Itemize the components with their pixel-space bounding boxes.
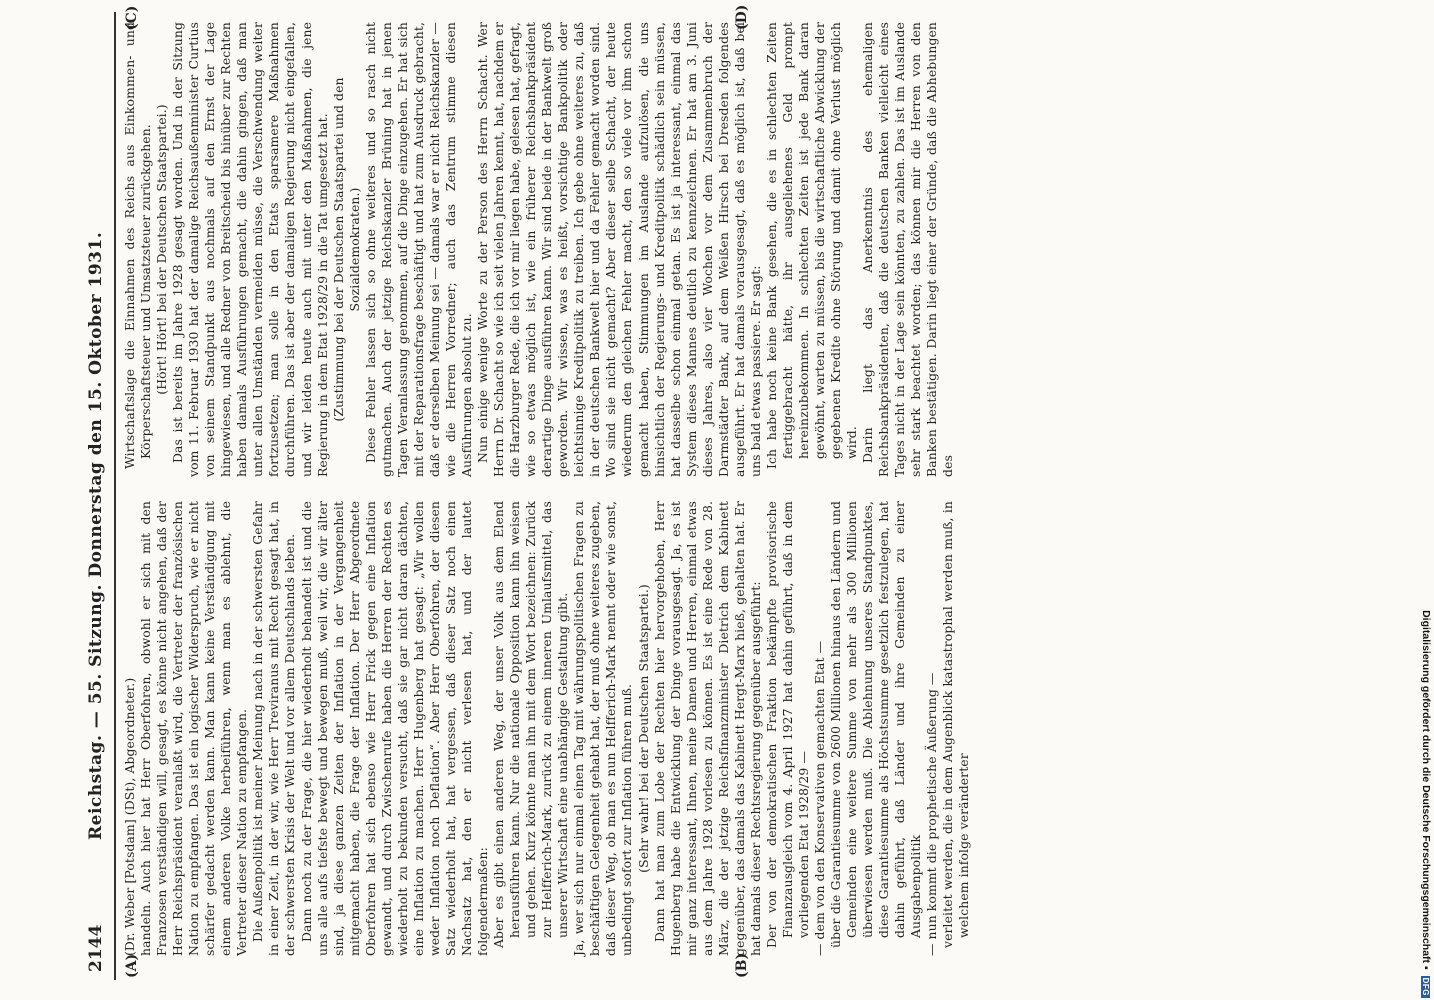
dfg-logo: DFG [1421,977,1430,996]
interjection: (Sehr wahr! bei der Deutschen Staatspartei.) [635,584,651,873]
quotation: Ich habe noch keine Bank gesehen, die es in schlechten Zeiten fertiggebracht hätte, ihr ausgeliehenes Geld prompt hereinzubekommen. In schlechten Zeiten ist jede Bank daran gewöhnt, warten zu müssen, bis die wirtschaftliche Abwicklung der gegebenen Kredite ohne Störung und damit ohne Verlust möglich wird. [763,22,860,469]
paragraph: Das ist bereits im Jahre 1928 gesagt worden. Und in der Sitzung vom 11. Februar 1930 hat der damalige Reichsaußenminister Curtius von seinem Standpunkt aus nochmals auf den Ernst der Lage hingewiesen, und alle Redner von Breitscheid bis hinüber zur Rechten haben damals Ausführungen gemacht, die dahin gingen, daß man unter allen Umständen vermeiden müsse, die Verschwendung weiter fortzusetzen; man solle in den Etats sparsamere Maßnahmen durchführen. Das ist aber der damaligen Regierung nicht eingefallen, und wir leiden heute auch mit unter den Maßnahmen, die jene Regierung in dem Etat 1928/29 in die Tat umgesetzt hat. [170,22,330,477]
quotation: über die Garantiesumme von 2600 Millionen hinaus den Ländern und Gemeinden eine weitere Summe von mehr als 300 Millionen überwiesen werden muß. Die Ablehnung unseres Standpunktes, diese Garantiesumme als Höchstsumme gesetzlich festzulegen, hat dahin geführt, daß Länder und ihre Gemeinden zu einer Ausgabenpolitik [828,501,924,948]
paragraph: Darin liegt das Anerkenntnis des ehemaligen Reichsbankpräsidenten, daß die deutschen Banken vielleicht eines Tages nicht in der Lage sein könnten, zu zahlen. Das ist im Auslande sehr stark beachtet worden; das können mir die Herren von den Banken bestätigen. Darin liegt einer der Gründe, daß die Abhebungen des [860,22,956,477]
quotation: Der von der demokratischen Fraktion bekämpfte provisorische Finanzausgleich vom 4. April 1927 hat dahin geführt, daß in dem vorliegenden Etat 1928/29 — [763,501,811,948]
left-column [122,501,972,956]
page-header [84,12,112,980]
margin-marker-a: (A) [124,953,140,978]
paragraph: Nun einige wenige Worte zu der Person des Herrn Schacht. Wer Herrn Dr. Schacht so wie ich seit vielen Jahren kennt, hat, nachdem er die Harzburger Rede, die ich vor mir liegen habe, gelesen hat, gefragt, wie so etwas möglich ist, wie ein früherer Reichsbankpräsident derartige Dinge ausführen kann. Wir sind beide in der Bankwelt groß geworden. Wir wissen, was es heißt, vorsichtige Bankpolitik oder leichtsinnige Kreditpolitik zu treiben. Ich gebe ohne weiteres zu, daß in der deutschen Bankwelt hier und da Fehler gemacht worden sind. Wo sind sie nicht gemacht? Aber dieser selbe Schacht, der heute wiederum den gleichen Fehler macht, den so viele vor ihm schon gemacht haben, Stimmungen im Auslande aufzulösen, die uns hinsichtlich der Regierungs- und Kreditpolitik schädlich sein müssen, hat dasselbe schon einmal getan. Es ist ja interessant, einmal das System dieses Mannes deutlich zu kennzeichnen. Er hat am 3. Juni dieses Jahres, also vier Wochen vor dem Zusammenbruch der Darmstädter Bank, auf dem Weißen Hirsch bei Dresden folgendes ausgeführt. Er hat damals vorausgesagt, daß es möglich ist, daß bei uns bald etwas passiere. Er sagt: [475,22,763,477]
page-number: 2144 [86,924,106,972]
margin-marker-b: (B) [734,952,750,978]
paragraph: Die Außenpolitik ist meiner Meinung nach in der schwersten Gefahr in einer Zeit, in der wir, wie Herr Treviranus mit Recht gesagt hat, in der schwersten Krisis der Welt und vor allem Deutschlands leben. [250,501,298,956]
digitization-credit [1412,8,1434,998]
interjection: (Zustimmung bei der Deutschen Staatspartei und den Sozialdemokraten.) [330,77,362,422]
aside: — dem von den Konservativen gemachten Etat — [812,640,828,956]
running-title: Reichstag. — 55. Sitzung. Donnerstag den 15. Oktober 1931. [86,231,106,840]
margin-marker-d: (D) [734,4,750,30]
paragraph: Dann hat man zum Lobe der Rechten hier hervorgehoben, Herr Hugenberg habe die Entwicklung der Dinge vorausgesagt. Ja, es ist mir ganz interessant, Ihnen, meine Damen und Herren, einmal etwas aus dem Jahre 1928 vorlesen zu können. Es ist eine Rede von 28. März, die der jetzige Reichsfinanzminister Dietrich dem Kabinett gegenüber, das damals das Kabinett Hergt-Marx hieß, gehalten hat. Er hat damals dieser Rechtsregierung gegenüber ausgeführt: [651,501,763,956]
right-column [122,22,956,477]
credit-label: Digitalisierung gefördert durch die Deutsche Forschungsgemeinschaft [1420,610,1432,964]
credit-text: Digitalisierung gefördert durch die Deutsche Forschungsgemeinschaft ▪ DFG [1420,610,1432,996]
quotation: Wirtschaftslage die Einnahmen des Reichs aus Einkommen- und Körperschaftsteuer und Umsatzsteuer zurückgehen. [122,22,154,469]
paragraph: Ja, wer sich nur einmal einen Tag mit währungspolitischen Fragen zu beschäftigen Gelegenheit gehabt hat, der muß ohne weiteres zugeben, daß dieser Weg, ob man es nun Helfferich-Mark nennt oder wie sonst, unbedingt sofort zur Inflation führen muß. [571,501,635,956]
quotation: verleitet werden, die in dem Augenblick katastrophal werden muß, in welchem infolge veränderter [940,501,972,948]
interjection: (Hört! Hört! bei der Deutschen Staatspartei.) [154,104,170,395]
header-rule [114,12,116,980]
quotation: Aber es gibt einen anderen Weg, der unser Volk aus dem Elend herausführen kann. Nur die nationale Opposition kann ihn weisen und gehen. Kurz könnte man ihn mit dem Wort bezeichnen: Zurück zur Helfferich-Mark, zurück zu einem inneren Umlaufsmittel, das unserer Wirtschaft eine unabhängige Gestaltung gibt. [491,501,571,948]
aside: — nun kommt die prophetische Äußerung — [924,672,940,956]
rotated-document-page [84,4,1414,980]
paragraph: handeln. Auch hier hat Herr Oberfohren, obwohl er sich mit den Franzosen verständigen will, gesagt, es könne nicht angehen, daß der Herr Reichspräsident veranlaßt wird, die Vertreter der französischen Nation zu empfangen. Das ist ein logischer Widerspruch, wie er nicht schärfer gedacht werden kann. Man kann keine Verständigung mit einem anderen Volke herbeiführen, wenn man es ablehnt, die Vertreter dieser Nation zu empfangen. [138,501,250,956]
paragraph: Dann noch zu der Frage, die hier wiederholt behandelt ist und die uns alle aufs tiefste bewegt und bewegen muß, weil wir, die wir älter sind, ja diese ganzen Zeiten der Inflation in der Vergangenheit mitgemacht haben, die Frage der Inflation. Der Herr Abgeordnete Oberfohren hat sich ebenso wie Herr Frick gegen eine Inflation gewandt, und durch Zwischenrufe haben die Herren der Rechten es wiederholt zu bekunden versucht, daß sie gar nicht daran dächten, eine Inflation zu machen. Herr Hugenberg hat gesagt: „Wir wollen weder Inflation noch Deflation“. Aber Herr Oberfohren, der diesen Satz wiederholt hat, hat vergessen, daß dieser Satz noch einen Nachsatz hat, den er nicht verlesen hat, und der lautet folgendermaßen: [298,501,491,956]
speaker-tag: (Dr. Weber [Potsdam] (DSt), Abgeordneter.) [122,677,137,956]
margin-marker-c: (C) [124,5,140,30]
paragraph: Diese Fehler lassen sich so ohne weiteres und so rasch nicht gutmachen. Auch der jetzige Reichskanzler Brüning hat in jenen Tagen Veranlassung genommen, auf die Dinge einzugehen. Er hat sich mit der Reparationsfrage beschäftigt und hat zum Ausdruck gebracht, daß er derselben Meinung sei — damals war er nicht Reichskanzler — wie die Herren Vorredner; auch das Zentrum stimme diesen Ausführungen absolut zu. [362,22,474,477]
